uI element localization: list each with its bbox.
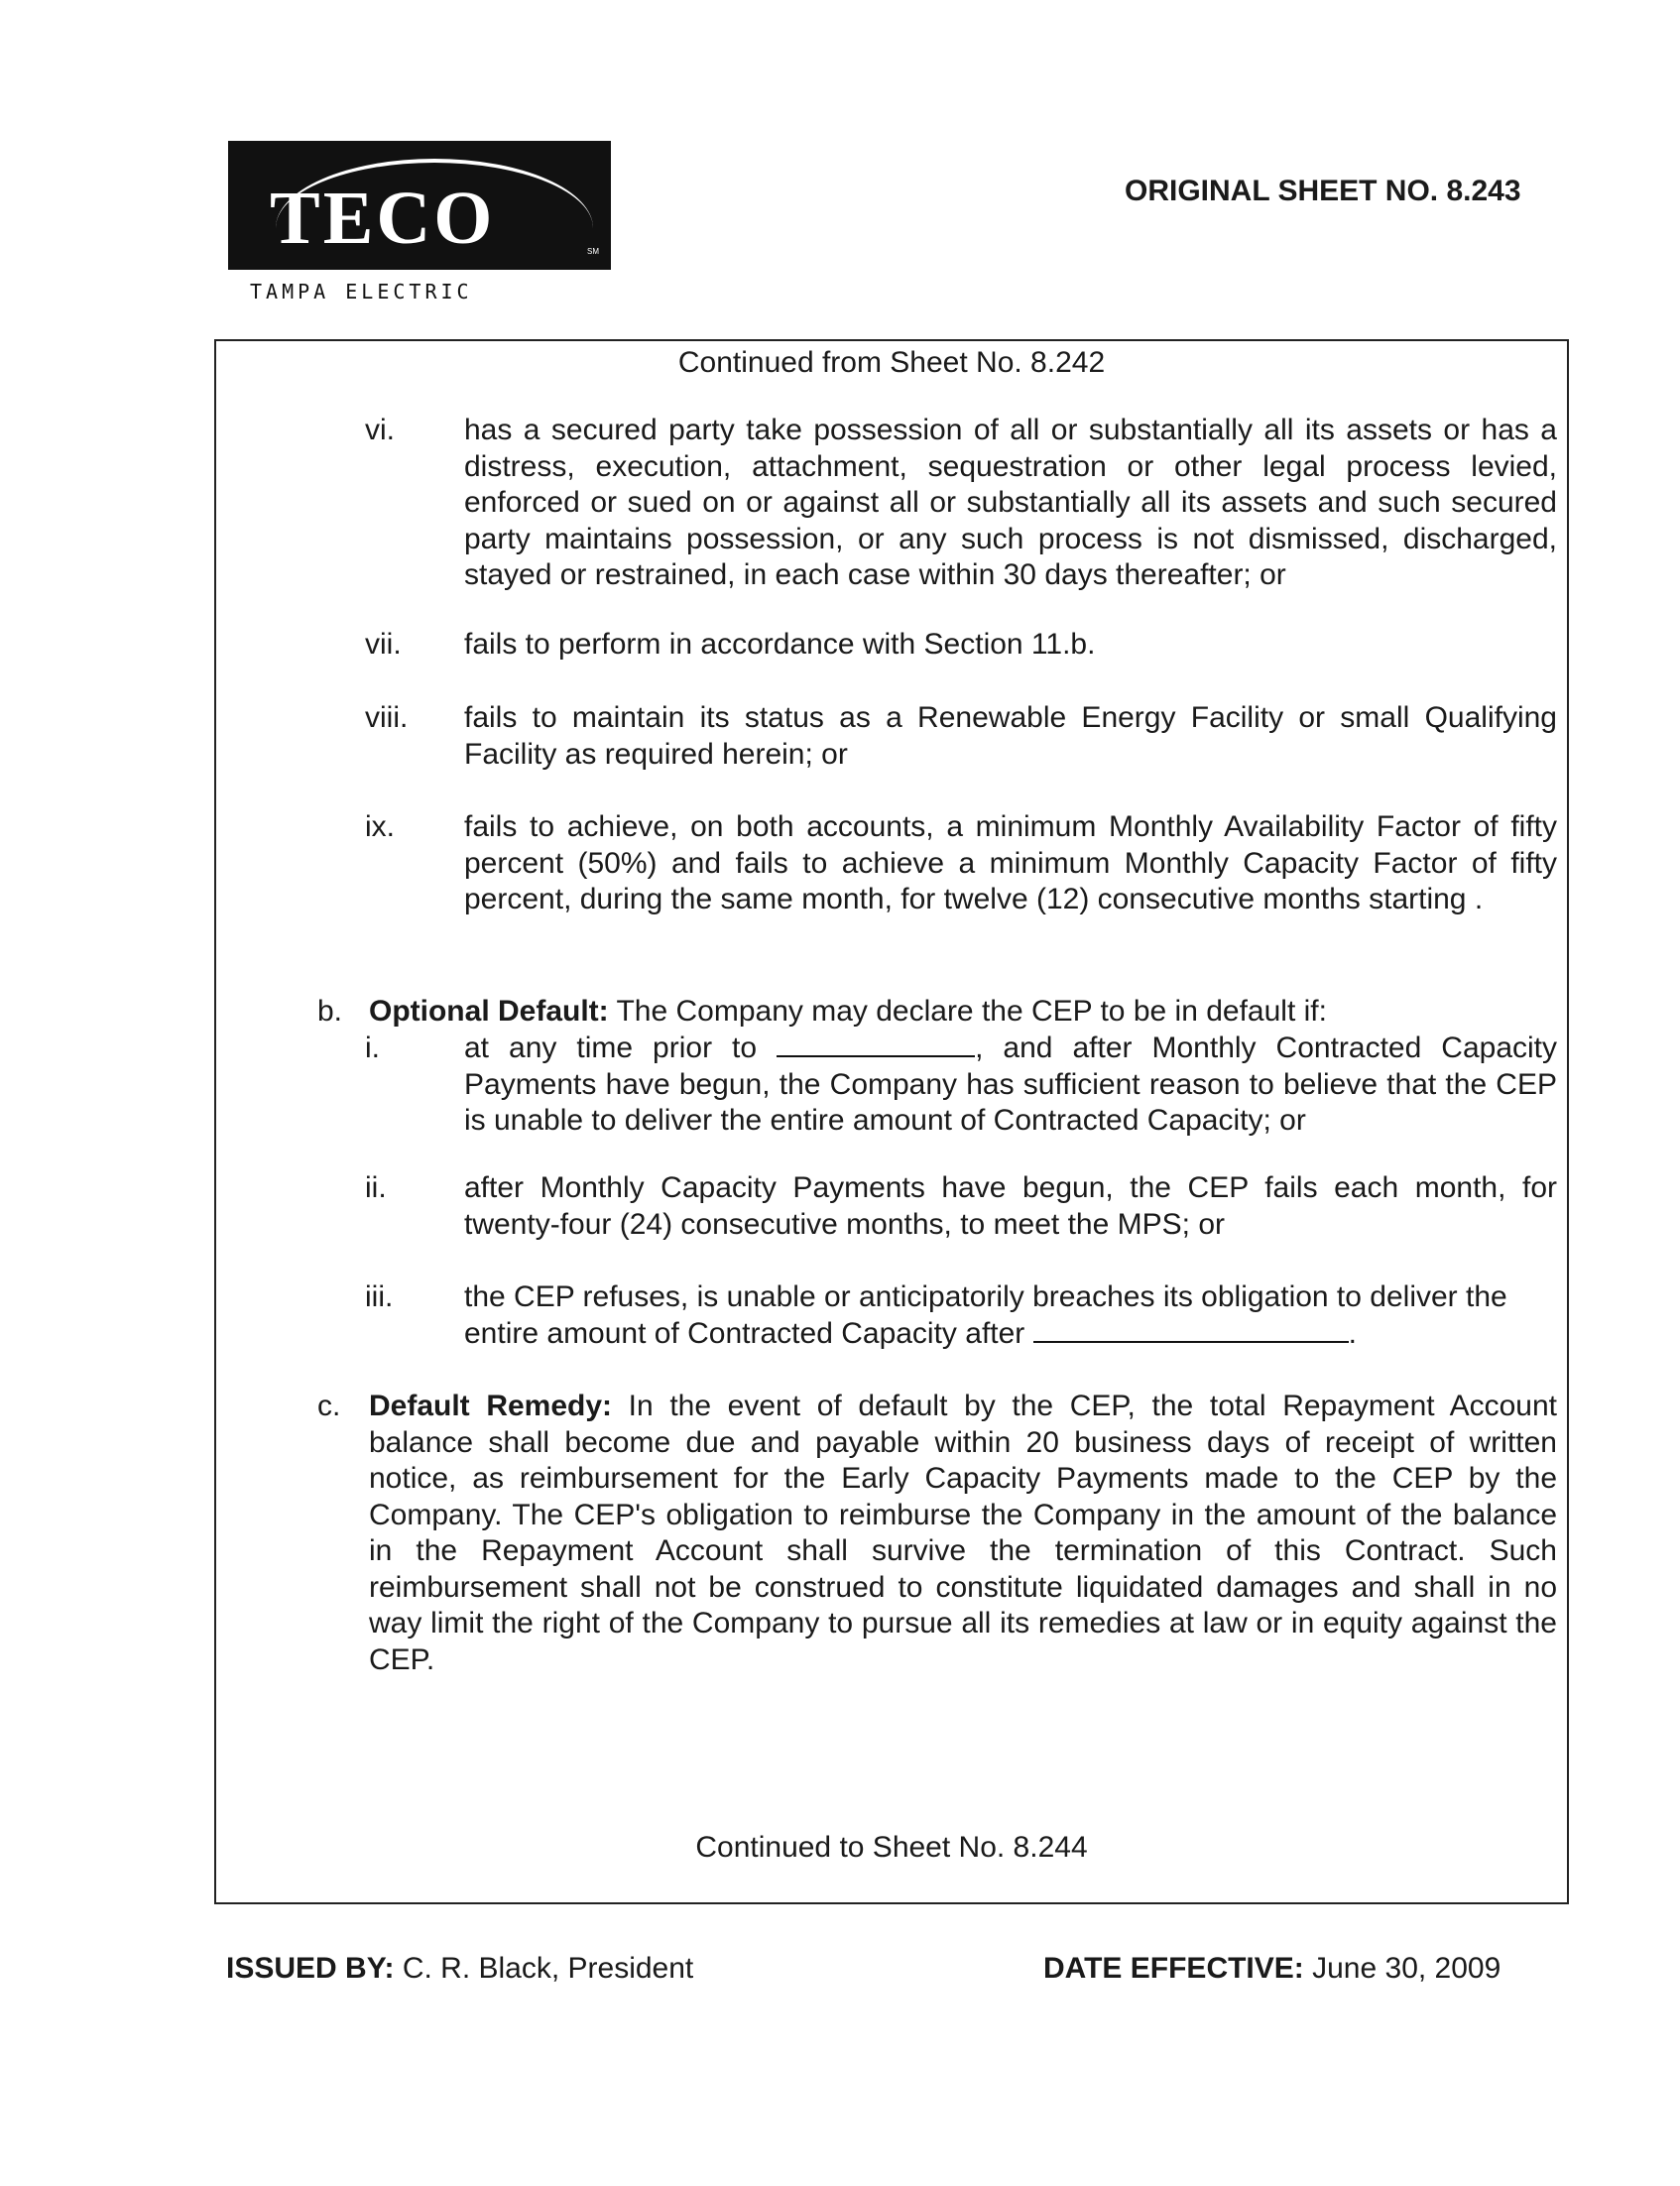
issued-by-label: ISSUED BY: (226, 1952, 395, 1985)
section-letter: c. (317, 1390, 341, 1422)
item-number: iii. (365, 1280, 394, 1313)
logo-text: TECO (270, 177, 496, 260)
section-c-title: Default Remedy: (369, 1390, 613, 1422)
teco-logo (228, 141, 611, 270)
issued-by (226, 1952, 693, 1986)
item-number: viii. (365, 701, 409, 734)
blank-line (777, 1033, 975, 1057)
blank-line (1033, 1319, 1349, 1343)
item-number: ii. (365, 1171, 387, 1204)
item-text: fails to perform in accordance with Section 11.b. (464, 628, 1096, 661)
item-number: i. (365, 1032, 380, 1064)
section-b-title: Optional Default: (369, 995, 609, 1028)
item-number: ix. (365, 810, 395, 843)
item-text: after Monthly Capacity Payments have begun, the CEP fails each month, for twenty-four (24) consecutive months, to meet the MPS; or (464, 1171, 1557, 1241)
item-text (464, 1031, 1557, 1140)
date-effective (1043, 1952, 1500, 1986)
issued-by-value: C. R. Black, President (402, 1952, 694, 1985)
date-effective-label: DATE EFFECTIVE: (1043, 1952, 1304, 1985)
continued-to: Continued to Sheet No. 8.244 (695, 1831, 1088, 1864)
logo-service-mark: SM (587, 247, 599, 256)
item-text-part: . (1348, 1316, 1357, 1350)
sheet-number: ORIGINAL SHEET NO. 8.243 (1125, 175, 1521, 207)
date-effective-value: June 30, 2009 (1312, 1952, 1501, 1985)
item-text: fails to achieve, on both accounts, a minimum Monthly Availability Factor of fifty percent (50%) and fails to achieve a minimum Monthly Capacity Factor of fifty percent, during the same month, for twelve (12) consecutive months starting . (464, 810, 1557, 915)
item-text-part: at any time prior to (464, 1032, 758, 1064)
section-b-intro: The Company may declare the CEP to be in default if: (616, 995, 1327, 1028)
section-c-paragraph (369, 1389, 1557, 1678)
section-letter: b. (317, 995, 343, 1028)
section-c-text: In the event of default by the CEP, the total Repayment Account balance shall become due and payable within 20 business days of receipt of written notice, as reimbursement for the Early Capacity Payments made to the CEP by the Company. The CEP's obligation to reimburse the Company in the amount of the balance in the Repayment Account shall survive the termination of this Contract. Such reimbursement shall not be construed to constitute liquidated damages and shall in no way limit the right of the Company to pursue all its remedies at law or in equity against the CEP. (369, 1390, 1557, 1676)
item-text: has a secured party take possession of all or substantially all its assets or has a distress, execution, attachment, sequestration or other legal process levied, enforced or sued on or against all or substantially all its assets and such secured party maintains possession, or any such process is not dismissed, discharged, stayed or restrained, in each case within 30 days thereafter; or (464, 414, 1557, 591)
logo-subtitle: TAMPA ELECTRIC (250, 280, 473, 304)
item-number: vi. (365, 414, 395, 446)
item-text-part: the CEP refuses, is unable or anticipatorily breaches its obligation to deliver the entire amount of Contracted Capacity after (464, 1280, 1507, 1350)
continued-from: Continued from Sheet No. 8.242 (677, 346, 1106, 379)
item-text: fails to maintain its status as a Renewable Energy Facility or small Qualifying Facility as required herein; or (464, 701, 1557, 771)
section-b-heading (369, 994, 1557, 1031)
item-text (464, 1279, 1557, 1352)
item-text-part: , and after Monthly Contracted Capacity Payments have begun, the Company has sufficient reason to believe that the CEP is unable to deliver the entire amount of Contracted Capacity; or (464, 1032, 1558, 1137)
item-number: vii. (365, 628, 402, 661)
